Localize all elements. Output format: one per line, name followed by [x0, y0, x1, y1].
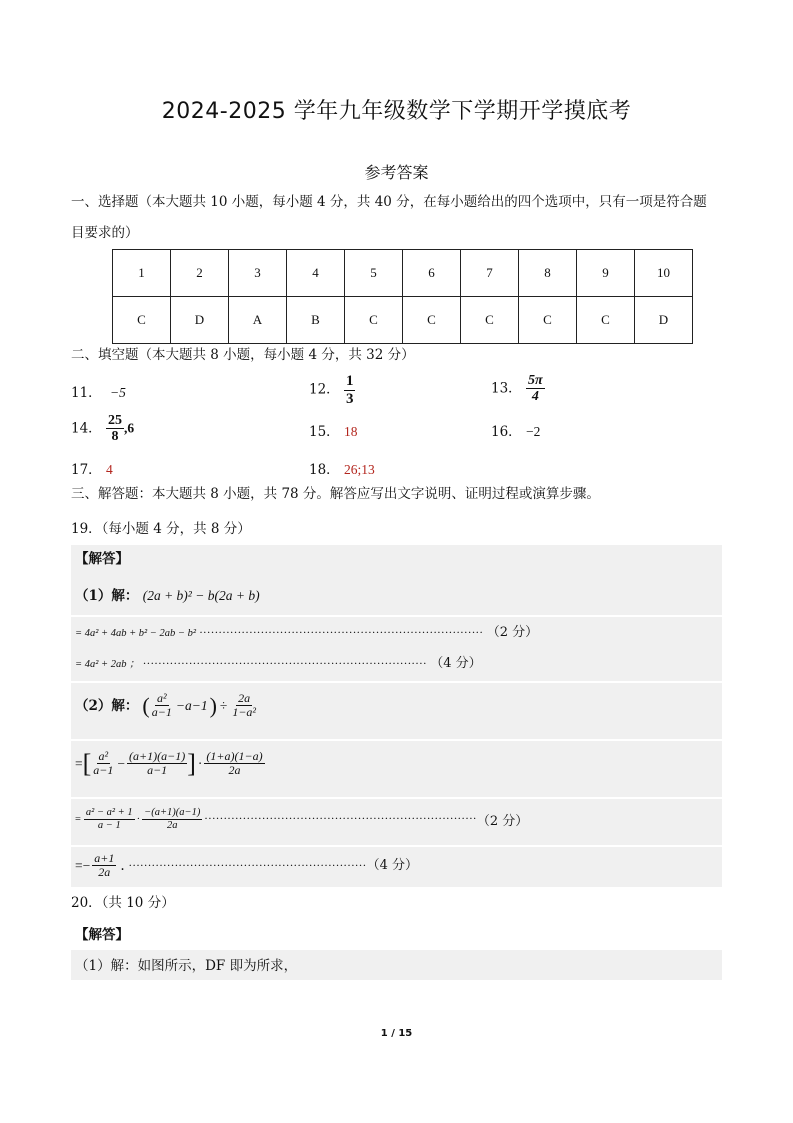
math-expression: (2a + b)² − b(2a + b): [142, 588, 260, 603]
choice-answer-table: [112, 249, 693, 344]
denominator: 2a: [228, 763, 241, 778]
answer-12: [309, 373, 355, 407]
document-title: 2024-2025 学年九年级数学下学期开学摸底考: [161, 99, 632, 124]
dot: ·: [197, 755, 203, 771]
fraction: [84, 807, 135, 831]
table-cell: D: [635, 297, 693, 344]
answer-key-heading: 参考答案: [364, 163, 429, 182]
bracket: (: [142, 692, 150, 718]
score-note: （4 分）: [430, 656, 482, 671]
q20-heading: 20．（共 10 分）: [71, 895, 175, 911]
numerator: 25: [107, 413, 122, 428]
denominator: 2a: [167, 819, 178, 831]
part2-step3: [75, 852, 418, 879]
answer-15: [309, 422, 357, 442]
score-note: （2 分）: [476, 813, 529, 829]
section1-heading-line1: 一、选择题（本大题共 10 小题，每小题 4 分，共 40 分，在每小题给出的四个选项中，只有一项是符合题: [71, 194, 707, 210]
part1-statement: [75, 586, 260, 606]
q19-heading: 19．（每小题 4 分，共 8 分）: [71, 521, 251, 537]
solve-tag: 【解答】: [75, 551, 129, 567]
section1-heading-line2: 目要求的）: [71, 225, 139, 241]
table-cell: C: [113, 297, 171, 344]
part1-step2: [75, 655, 482, 674]
denominator: a − 1: [97, 819, 121, 831]
table-row-answers: [113, 297, 693, 344]
fraction: [526, 373, 545, 405]
minus: −: [117, 755, 126, 771]
fraction: $\frac{\text{a²}}{a-1}$: [151, 691, 172, 720]
denominator: 4: [531, 389, 539, 405]
answer-16: [491, 422, 540, 442]
fraction: [344, 373, 356, 407]
answer-value: −2: [525, 424, 541, 439]
bracket: [: [82, 748, 92, 778]
fraction: [92, 852, 116, 879]
answer-18: [309, 460, 375, 480]
numerator: 1: [345, 373, 354, 389]
answer-17: [71, 460, 113, 480]
question-number: 11．: [71, 385, 102, 401]
equals: =−: [75, 857, 91, 873]
numerator: 5π: [527, 373, 543, 388]
answer-13: [491, 373, 545, 405]
fraction: [142, 807, 202, 831]
part2-statement: [75, 692, 258, 719]
period: .: [120, 857, 125, 874]
divide-sign: ÷: [219, 697, 228, 713]
table-cell: 6: [403, 250, 461, 297]
question-number: 14．: [71, 420, 102, 437]
table-cell: 2: [171, 250, 229, 297]
equals: =: [75, 755, 83, 771]
table-cell: C: [577, 297, 635, 344]
table-cell: 5: [345, 250, 403, 297]
leader-dots: ······························································: [128, 859, 367, 872]
fraction: $\frac{(a+1)(a-1)}{a-1}$: [129, 749, 186, 778]
denominator: 8: [111, 429, 119, 445]
bracket: ): [209, 692, 217, 718]
math-expression: = 4a² + 2ab ；: [75, 659, 140, 670]
fraction: $\frac{\text{a²}}{a-1}$: [93, 749, 114, 778]
table-cell: 7: [461, 250, 519, 297]
table-cell: 10: [635, 250, 693, 297]
page-number: 1 / 15: [380, 1028, 413, 1039]
question-number: 18．: [309, 462, 340, 478]
answer-value: −5: [109, 385, 126, 400]
math-expression: = 4a² + 4ab + b² − 2ab − b²: [75, 628, 196, 639]
fraction: $\frac{2a}{\text{1−a²}}$: [232, 691, 257, 720]
table-cell: 1: [113, 250, 171, 297]
table-cell: C: [403, 297, 461, 344]
table-cell: C: [519, 297, 577, 344]
math-expression: −a−1: [175, 697, 208, 713]
part2-step1: [75, 750, 265, 777]
part-label: （1）解：: [75, 588, 139, 604]
score-note: （4 分）: [366, 857, 418, 873]
numerator: a+1: [94, 851, 115, 865]
bracket: ]: [187, 748, 196, 778]
table-cell: A: [229, 297, 287, 344]
table-cell: D: [171, 297, 229, 344]
answer-value: 4: [105, 462, 113, 477]
equals: =: [75, 813, 81, 825]
score-note: （2 分）: [486, 625, 539, 640]
part-label: （2）解：: [75, 697, 139, 714]
dot: ·: [136, 813, 141, 825]
numerator: a² − a² + 1: [85, 807, 133, 818]
table-cell: C: [461, 297, 519, 344]
table-cell: 9: [577, 250, 635, 297]
question-number: 13．: [491, 380, 522, 397]
section2-heading: 二、填空题（本大题共 8 小题，每小题 4 分，共 32 分）: [71, 347, 415, 363]
table-cell: C: [345, 297, 403, 344]
table-cell: 8: [519, 250, 577, 297]
table-cell: 4: [287, 250, 345, 297]
solve-tag-q20: 【解答】: [75, 927, 129, 943]
answer-value: 18: [343, 424, 358, 439]
question-number: 12．: [309, 381, 340, 398]
fraction: [204, 750, 264, 777]
table-row-numbers: [113, 250, 693, 297]
part2-step2: [75, 807, 528, 831]
denominator: 3: [345, 390, 354, 407]
numerator: (a+1)(a−1): [129, 749, 186, 763]
leader-dots: ··········································································: [142, 658, 427, 670]
numerator: −(a+1)(a−1): [144, 807, 201, 818]
answer-extra: ,6: [123, 420, 135, 436]
fraction: [106, 413, 124, 445]
answer-value: 26;13: [343, 462, 375, 477]
part1-step1: [75, 624, 538, 643]
q20-part1: （1）解：如图所示，DF 即为所求，: [75, 958, 298, 974]
numerator: (1+a)(1−a): [206, 749, 263, 763]
leader-dots: ··········································································: [199, 627, 484, 639]
leader-dots: ·······································································: [204, 813, 477, 826]
question-number: 16．: [491, 424, 522, 440]
question-number: 17．: [71, 462, 102, 478]
section3-heading: 三、解答题：本大题共 8 小题，共 78 分。解答应写出文字说明、证明过程或演算步骤。: [71, 486, 600, 502]
table-cell: B: [287, 297, 345, 344]
answer-11: [71, 383, 126, 403]
table-cell: 3: [229, 250, 287, 297]
answer-14: [71, 413, 134, 445]
denominator: 2a: [98, 865, 111, 880]
question-number: 15．: [309, 424, 340, 440]
